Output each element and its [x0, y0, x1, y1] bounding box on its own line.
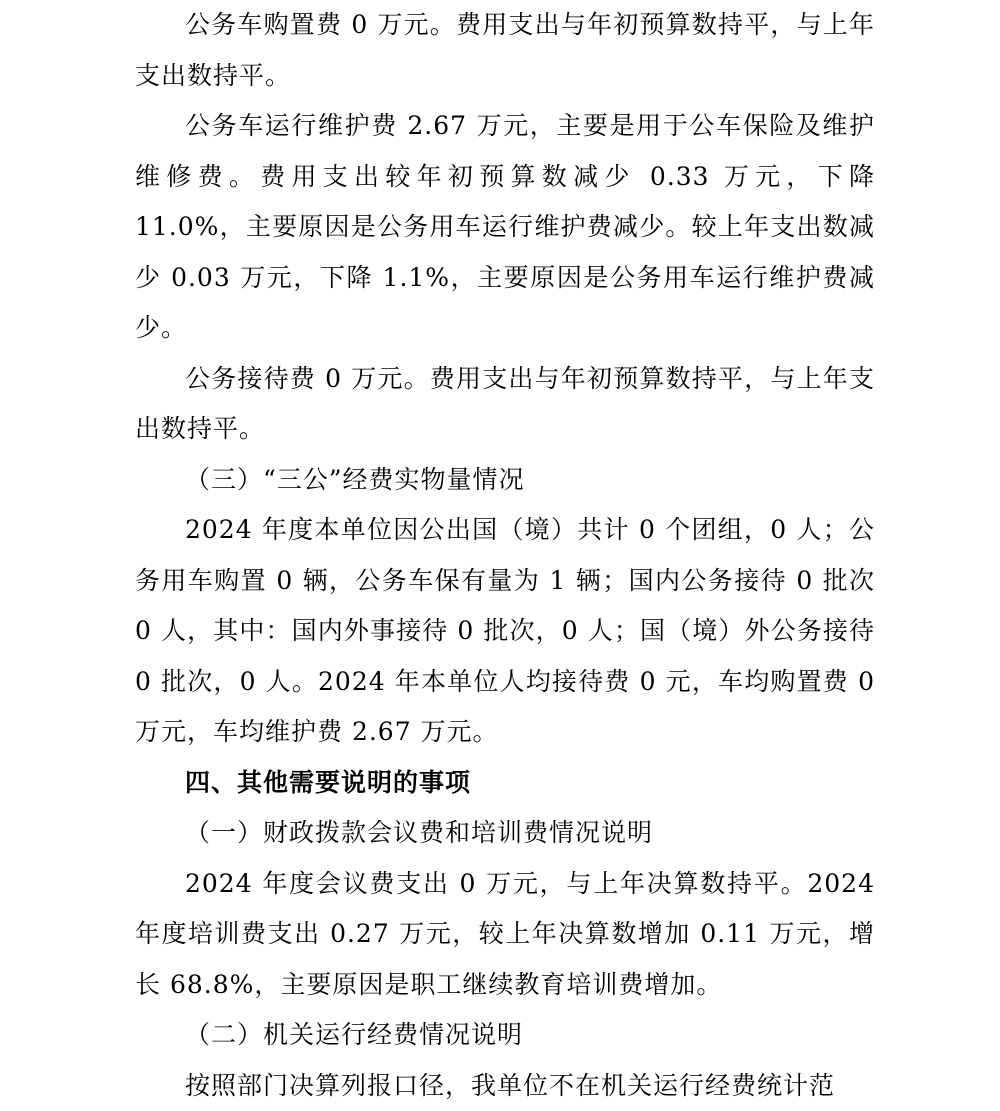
subheading-operating-expenses: （二）机关运行经费情况说明 — [135, 1010, 875, 1061]
paragraph-meeting-training: 2024 年度会议费支出 0 万元，与上年决算数持平。2024 年度培训费支出 0.27 万元，较上年决算数增加 0.11 万元，增长 68.8%，主要原因是职工继续教育培训费增加。 — [135, 859, 875, 1011]
heading-other-matters: 四、其他需要说明的事项 — [135, 758, 875, 809]
subheading-meeting-training: （一）财政拨款会议费和培训费情况说明 — [135, 808, 875, 859]
paragraph-official-reception: 公务接待费 0 万元。费用支出与年初预算数持平，与上年支出数持平。 — [135, 354, 875, 455]
document-body — [135, 0, 875, 1111]
subheading-physical-quantities: （三）“三公”经费实物量情况 — [135, 455, 875, 506]
paragraph-physical-quantities: 2024 年度本单位因公出国（境）共计 0 个团组，0 人；公务用车购置 0 辆，公务车保有量为 1 辆；国内公务接待 0 批次 0 人，其中：国内外事接待 0 批次，0 人；国（境）外公务接待 0 批次，0 人。2024 年本单位人均接待费 0 元，车均购置费 0 万元，车均维护费 2.67 万元。 — [135, 505, 875, 758]
paragraph-operating-expenses: 按照部门决算列报口径，我单位不在机关运行经费统计范 — [135, 1061, 875, 1111]
paragraph-vehicle-purchase: 公务车购置费 0 万元。费用支出与年初预算数持平，与上年支出数持平。 — [135, 0, 875, 101]
paragraph-vehicle-maintenance: 公务车运行维护费 2.67 万元，主要是用于公车保险及维护维修费。费用支出较年初预算数减少 0.33 万元，下降 11.0%，主要原因是公务用车运行维护费减少。较上年支出数减少 0.03 万元，下降 1.1%，主要原因是公务用车运行维护费减少。 — [135, 101, 875, 354]
